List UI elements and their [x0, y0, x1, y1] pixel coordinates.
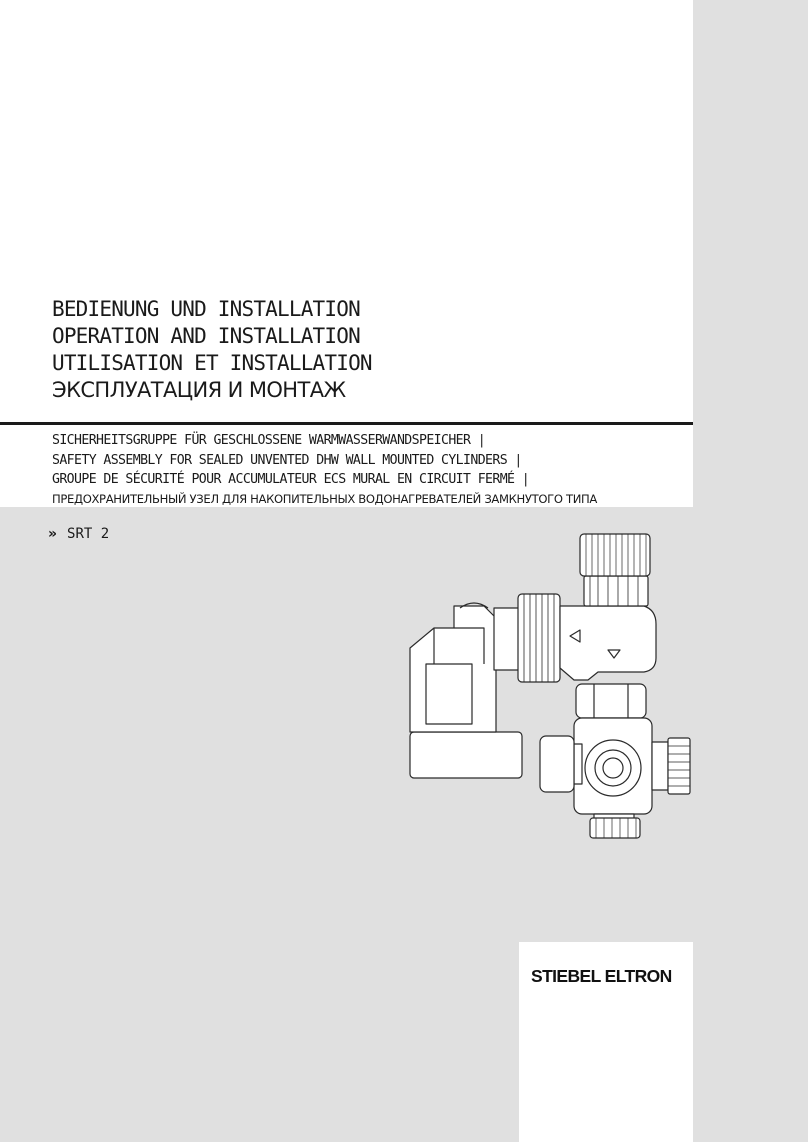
model-marker: » [48, 526, 58, 542]
title-block [52, 296, 372, 404]
model-line [48, 526, 109, 542]
bottom-cap [590, 818, 640, 838]
brand-logo: STIEBEL ELTRON [531, 966, 672, 986]
valve-knob [580, 534, 650, 576]
title-fr: UTILISATION ET INSTALLATION [52, 351, 372, 375]
mounting-bracket [410, 606, 496, 732]
connector-pipe [494, 608, 520, 670]
subtitle-fr: GROUPE DE SÉCURITÉ POUR ACCUMULATEUR ECS MURAL EN CIRCUIT FERMÉ | [52, 472, 530, 487]
subtitle-block [52, 431, 597, 509]
side-cap-left [540, 736, 574, 792]
valve-cap-base [584, 576, 648, 606]
side-nut-right [652, 742, 668, 790]
subtitle-en: SAFETY ASSEMBLY FOR SEALED UNVENTED DHW WALL MOUNTED CYLINDERS | [52, 452, 522, 468]
divider-rule [0, 422, 693, 425]
brand-box [519, 942, 693, 1142]
title-de: BEDIENUNG UND INSTALLATION [52, 297, 360, 321]
outlet-port [585, 740, 641, 796]
model-name: SRT 2 [67, 526, 110, 542]
side-cap-right [668, 738, 690, 794]
subtitle-ru: ПРЕДОХРАНИТЕЛЬНЫЙ УЗЕЛ ДЛЯ НАКОПИТЕЛЬНЫХ ВОДОНАГРЕВАТЕЛЕЙ ЗАМКНУТОГО ТИПА [52, 491, 597, 506]
subtitle-de: SICHERHEITSGRUPPE FÜR GESCHLOSSENE WARMWASSERWANDSPEICHER | [52, 433, 486, 448]
hex-nut [576, 684, 646, 718]
title-ru: ЭКСПЛУАТАЦИЯ И МОНТАЖ [52, 378, 346, 402]
mounting-base [410, 732, 522, 778]
title-en: OPERATION AND INSTALLATION [52, 324, 360, 348]
right-margin-strip [693, 0, 808, 1142]
product-illustration [398, 528, 694, 842]
valve-body [560, 606, 656, 680]
